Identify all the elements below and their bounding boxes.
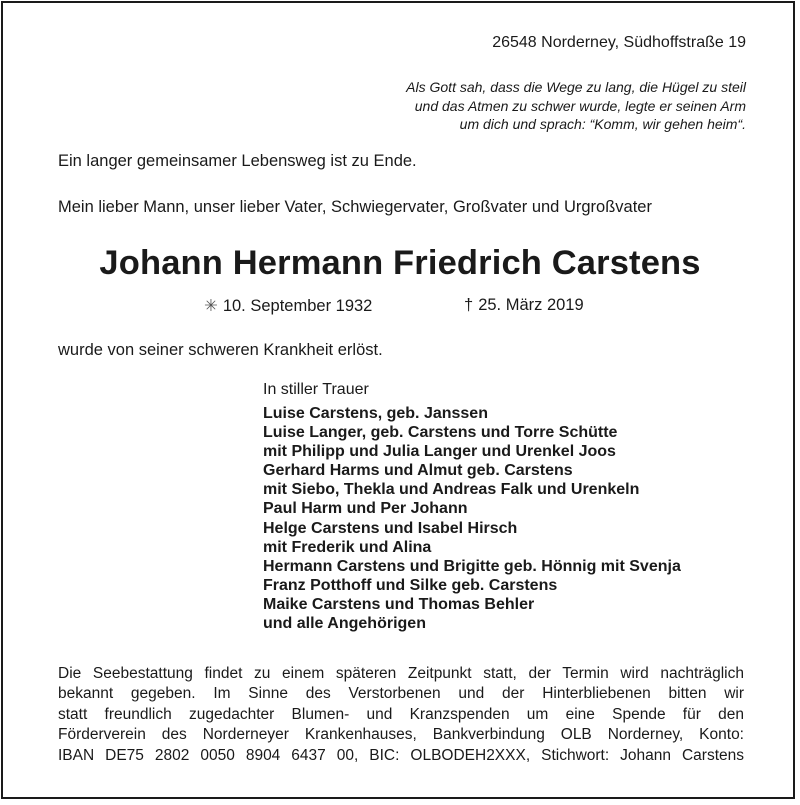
mourner-entry: Luise Carstens, geb. Janssen xyxy=(263,405,488,422)
footer-line: Die Seebestattung findet zu einem späteren Zeitpunkt statt, der Termin wird nachträglich xyxy=(58,665,744,682)
mourner-entry: Helge Carstens und Isabel Hirsch xyxy=(263,519,518,537)
footer-line: Förderverein des Norderneyer Krankenhauses, Bankverbindung OLB Norderney, Konto: xyxy=(58,726,744,744)
footer-line: bekannt gegeben. Im Sinne des Verstorbenen und der Hinterbliebenen bitten wir xyxy=(58,685,744,703)
relation-line: Mein lieber Mann, unser lieber Vater, Schwiegervater, Großvater und Urgroßvater xyxy=(58,198,652,216)
footer-line: statt freundlich zugedachter Blumen- und Kranzspenden um eine Spende für den xyxy=(58,705,744,723)
mourner-entry: und alle Angehörigen xyxy=(263,615,426,633)
released-line: wurde von seiner schweren Krankheit erlöst. xyxy=(58,341,383,359)
birth-date-text: 10. September 1932 xyxy=(222,297,373,315)
address: 26548 Norderney, Südhoffstraße 19 xyxy=(492,34,746,51)
death-cross-icon: † xyxy=(464,296,474,314)
death-date-text: 25. März 2019 xyxy=(478,296,584,314)
birth-star-icon: ✳ xyxy=(204,297,218,315)
birth-date xyxy=(204,296,372,316)
mourner-entry: Maike Carstens und Thomas Behler xyxy=(263,595,535,613)
mourner-entry: mit Siebo, Thekla und Andreas Falk und Urenkeln xyxy=(263,481,640,499)
mourning-label: In stiller Trauer xyxy=(263,381,369,398)
deceased-name: Johann Hermann Friedrich Carstens xyxy=(99,244,701,282)
memorial-quote xyxy=(186,78,746,134)
mourner-entry: mit Frederik und Alina xyxy=(263,538,432,556)
quote-line: Als Gott sah, dass die Wege zu lang, die Hügel zu steil xyxy=(406,79,746,95)
mourner-entry: Paul Harm und Per Johann xyxy=(263,500,468,518)
mourner-entry: Luise Langer, geb. Carstens und Torre Schütte xyxy=(263,424,618,442)
mourner-entry: mit Philipp und Julia Langer und Urenkel Joos xyxy=(263,443,616,461)
mourner-entry: Gerhard Harms und Almut geb. Carstens xyxy=(263,462,573,480)
footer-line: IBAN DE75 2802 0050 8904 6437 00, BIC: OLBODEH2XXX, Stichwort: Johann Carstens xyxy=(58,746,744,764)
quote-line: und das Atmen zu schwer wurde, legte er seinen Arm xyxy=(414,97,746,114)
intro-line: Ein langer gemeinsamer Lebensweg ist zu Ende. xyxy=(58,152,417,170)
death-date xyxy=(464,296,584,315)
mourner-entry: Hermann Carstens und Brigitte geb. Hönnig mit Svenja xyxy=(263,557,681,575)
funeral-details xyxy=(58,664,744,766)
quote-line: um dich und sprach: “Komm, wir gehen heim“. xyxy=(459,116,746,133)
mourner-entry: Franz Potthoff und Silke geb. Carstens xyxy=(263,576,558,594)
mourners-list xyxy=(263,404,681,633)
